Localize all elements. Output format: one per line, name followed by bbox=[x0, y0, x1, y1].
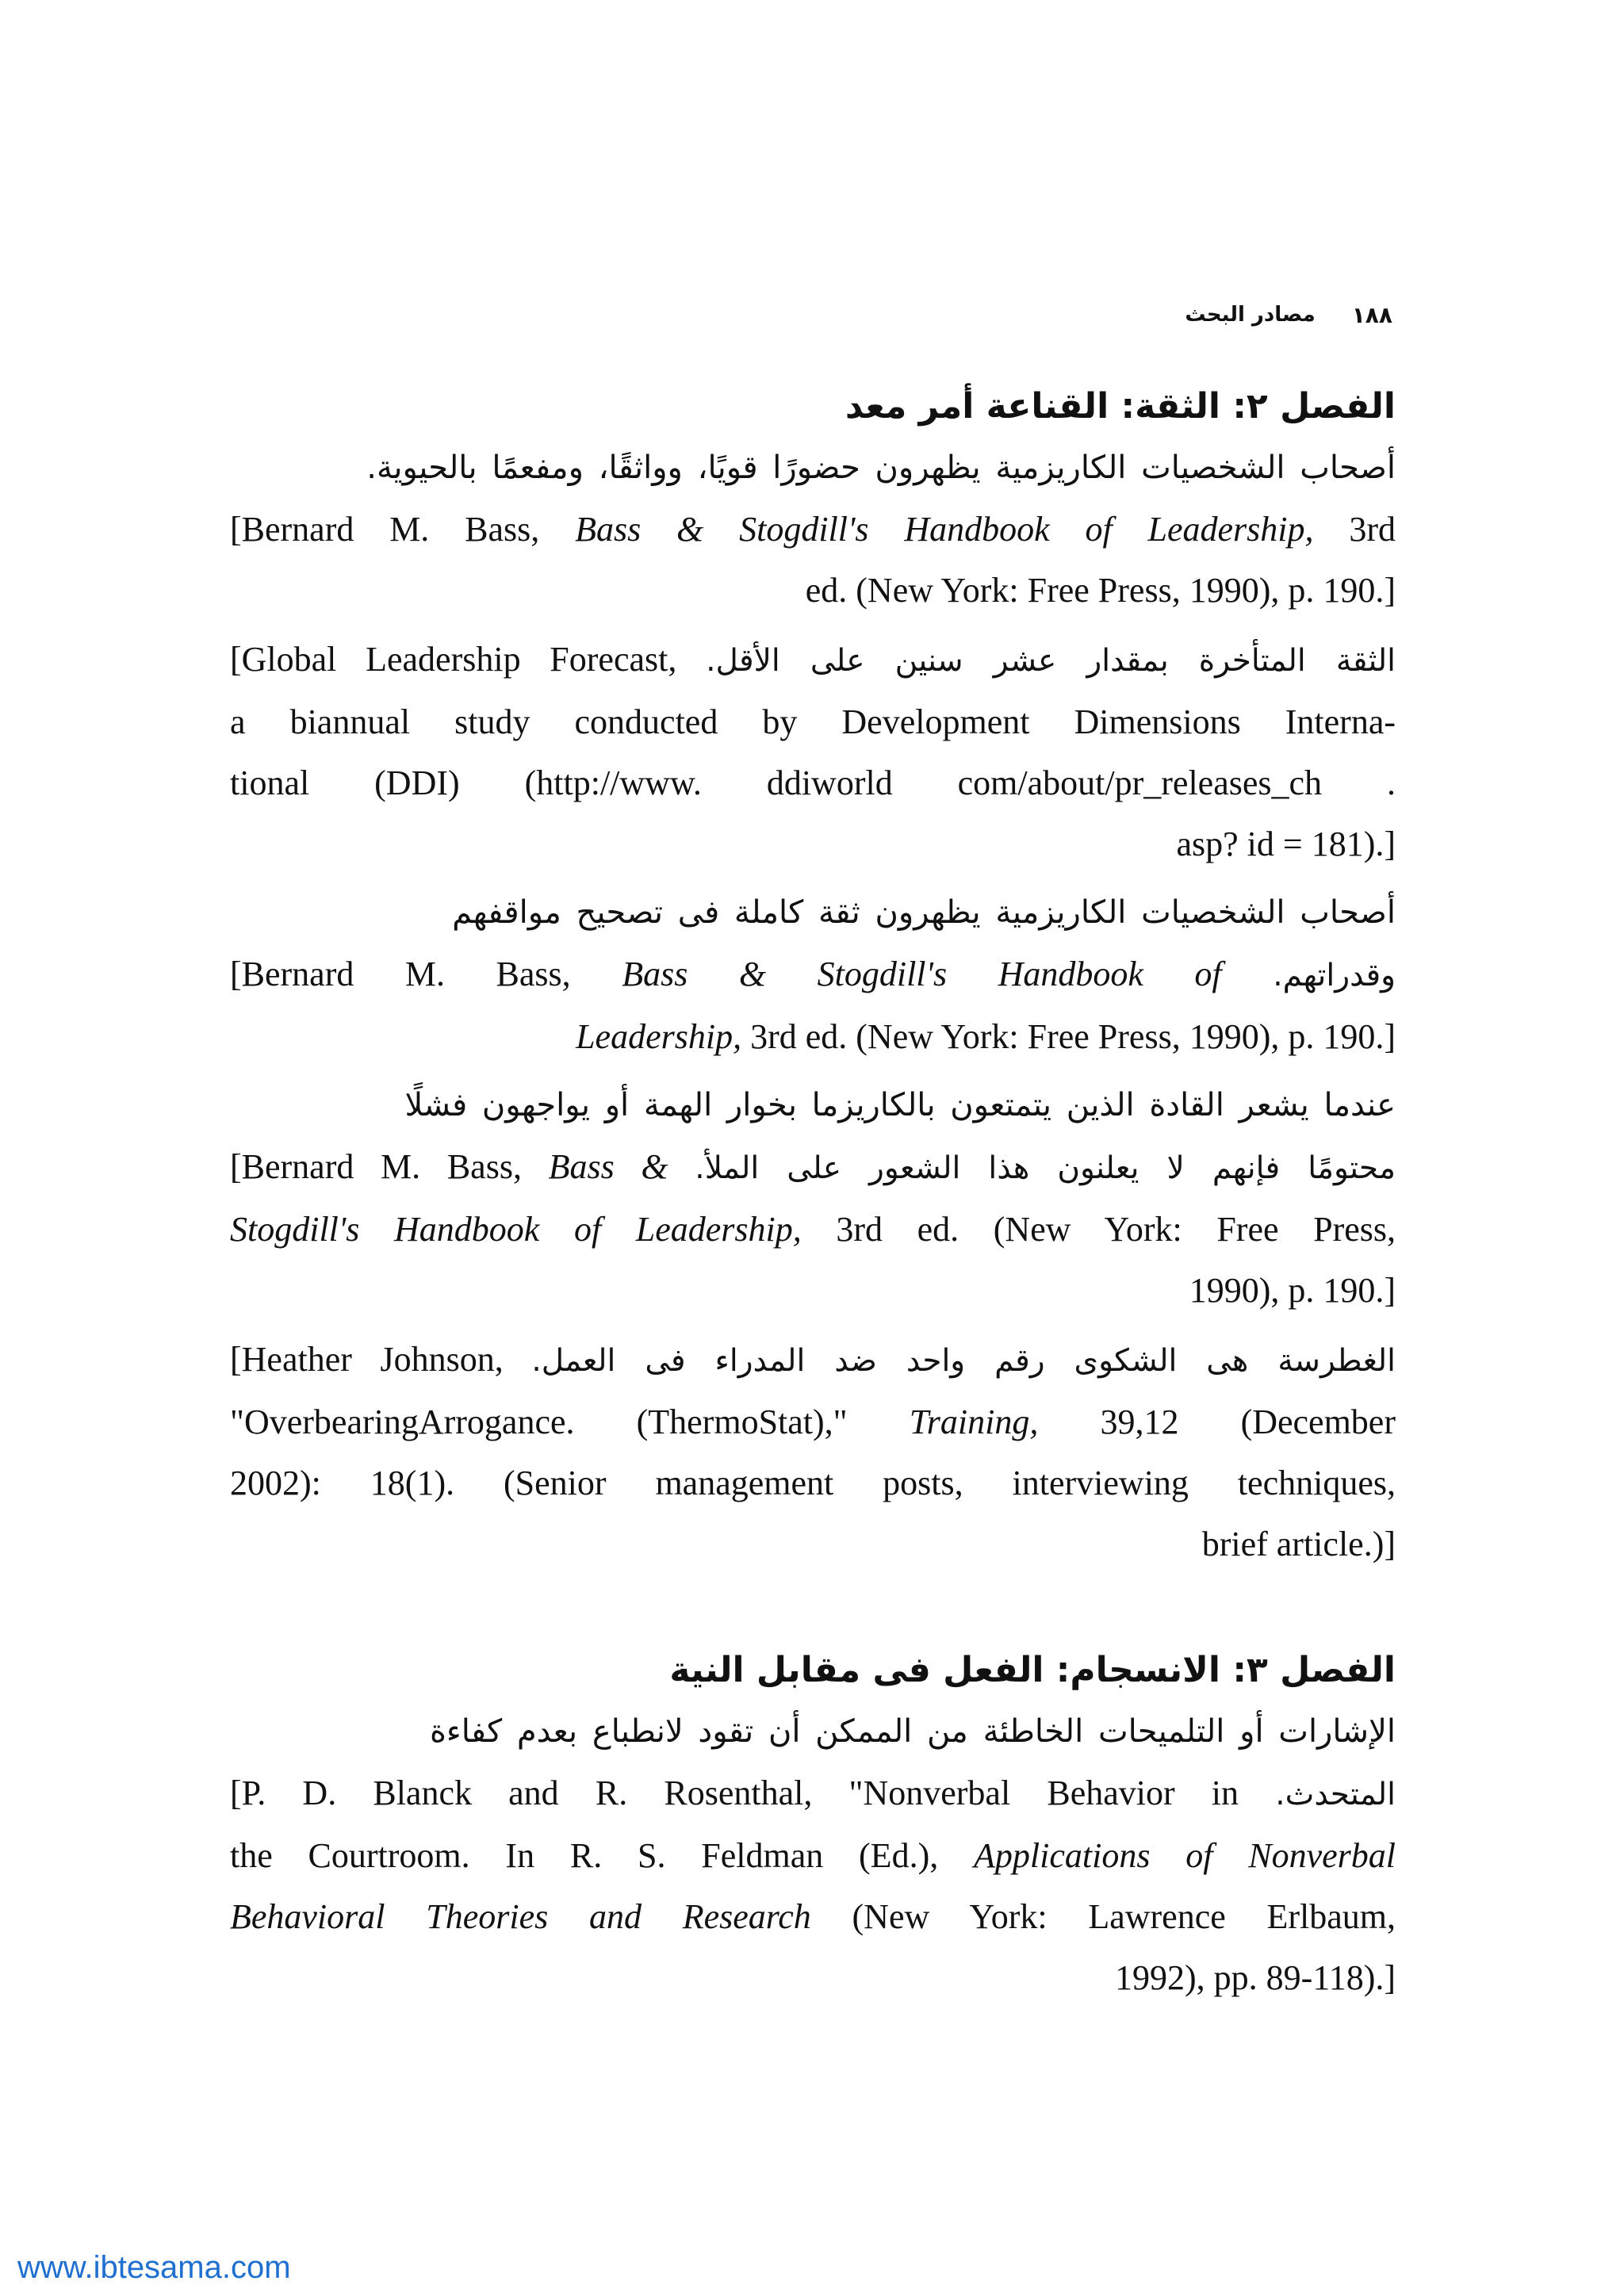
citation-author: [Bernard M. Bass, bbox=[230, 1147, 549, 1186]
citation-line bbox=[230, 1886, 1396, 1947]
arabic-quote: عندما يشعر القادة الذين يتمتعون بالكاريزما بخوار الهمة أو يواجهون فشلًا bbox=[404, 1087, 1396, 1123]
running-title: مصادر البحث bbox=[1185, 303, 1316, 327]
arabic-quote-end: وقدراتهم. bbox=[1273, 958, 1396, 993]
arabic-quote: أصحاب الشخصيات الكاريزمية يظهرون ثقة كاملة فى تصحيح مواقفهم bbox=[452, 894, 1396, 931]
citation-end: ed. (New York: Free Press, 1990), p. 190.] bbox=[805, 571, 1396, 610]
citation-title: Applications of Nonverbal bbox=[974, 1836, 1396, 1875]
citation-end bbox=[230, 1006, 1396, 1067]
chapter-3-section bbox=[230, 1643, 1396, 2016]
citation-author: [Heather Johnson, bbox=[230, 1340, 504, 1379]
reference-entry bbox=[230, 1329, 1396, 1575]
citation-volume: 39,12 (December bbox=[1038, 1402, 1396, 1441]
citation-details: 3rd ed. (New York: Free Press, 1990), p. 190.] bbox=[741, 1017, 1396, 1056]
citation-edition: 3rd bbox=[1313, 510, 1396, 549]
reference-entry bbox=[230, 1701, 1396, 2008]
chapter-2-heading: الفصل ٢: الثقة: القناعة أمر معد bbox=[845, 386, 1396, 427]
citation-title: Bass & Stogdill's Handbook of bbox=[622, 955, 1222, 993]
citation-publisher: (New York: Lawrence Erlbaum, bbox=[810, 1897, 1396, 1936]
citation-end: brief article.)] bbox=[1201, 1525, 1396, 1563]
citation-journal: Training, bbox=[909, 1402, 1039, 1441]
citation-title: Bass & Stogdill's Handbook of Leadership, bbox=[575, 510, 1314, 549]
chapter-2-section bbox=[230, 379, 1396, 1582]
citation-title: Bass & bbox=[548, 1147, 668, 1186]
citation-start: [Global Leadership Forecast, bbox=[230, 640, 677, 679]
citation-article: "OverbearingArrogance. (ThermoStat)," bbox=[230, 1402, 910, 1441]
mixed-line bbox=[230, 1762, 1396, 1825]
citation-line bbox=[230, 1199, 1396, 1260]
page-number: ١٨٨ bbox=[1351, 301, 1392, 328]
citation-end: 1992), pp. 89-118).] bbox=[1115, 1958, 1396, 1997]
citation-title: Behavioral Theories and Research bbox=[230, 1897, 811, 1936]
citation-author: [P. D. Blanck and R. Rosenthal, "Nonverbal Behavior in bbox=[230, 1774, 1239, 1812]
reference-entry bbox=[230, 1075, 1396, 1321]
arabic-quote-end: المتحدث. bbox=[1275, 1777, 1396, 1812]
mixed-line bbox=[230, 1136, 1396, 1199]
mixed-line bbox=[230, 943, 1396, 1006]
arabic-quote-end: محتومًا فإنهم لا يعلنون هذا الشعور على الملأ. bbox=[695, 1150, 1396, 1186]
website-link[interactable]: www.ibtesama.com bbox=[17, 2250, 291, 2285]
citation-line: 2002): 18(1). (Senior management posts, interviewing techniques, bbox=[230, 1464, 1396, 1502]
citation-line: a biannual study conducted by Development Dimensions Interna- bbox=[230, 702, 1396, 741]
citation-author: [Bernard M. Bass, bbox=[230, 955, 622, 993]
reference-entry bbox=[230, 629, 1396, 874]
citation-line bbox=[230, 1825, 1396, 1886]
arabic-quote: الإشارات أو التلميحات الخاطئة من الممكن أن تقود لانطباع بعدم كفاءة bbox=[429, 1713, 1396, 1750]
citation-details: 3rd ed. (New York: Free Press, bbox=[801, 1210, 1396, 1249]
running-header bbox=[917, 295, 1392, 335]
arabic-quote: الغطرسة هى الشكوى رقم واحد ضد المدراء فى العمل. bbox=[531, 1343, 1396, 1379]
citation-line bbox=[230, 1391, 1396, 1452]
citation-line bbox=[230, 499, 1396, 560]
arabic-quote: الثقة المتأخرة بمقدار عشر سنين على الأقل. bbox=[706, 643, 1396, 679]
citation-end: 1990), p. 190.] bbox=[1189, 1271, 1396, 1310]
mixed-line bbox=[230, 1329, 1396, 1391]
chapter-3-heading: الفصل ٣: الانسجام: الفعل فى مقابل النية bbox=[669, 1650, 1396, 1690]
citation-line: tional (DDI) (http://www. ddiworld com/about/pr_releases_ch . bbox=[230, 763, 1396, 802]
citation-end: asp? id = 181).] bbox=[1176, 825, 1396, 863]
citation-author: [Bernard M. Bass, bbox=[230, 510, 576, 549]
arabic-quote: أصحاب الشخصيات الكاريزمية يظهرون حضورًا قويًا، وواثقًا، ومفعمًا بالحيوية. bbox=[366, 450, 1396, 486]
citation-details: the Courtroom. In R. S. Feldman (Ed.), bbox=[230, 1836, 975, 1875]
reference-entry bbox=[230, 438, 1396, 621]
reference-entry bbox=[230, 882, 1396, 1067]
citation-title: Leadership, bbox=[576, 1017, 742, 1056]
mixed-line bbox=[230, 629, 1396, 691]
citation-title: Stogdill's Handbook of Leadership, bbox=[230, 1210, 802, 1249]
